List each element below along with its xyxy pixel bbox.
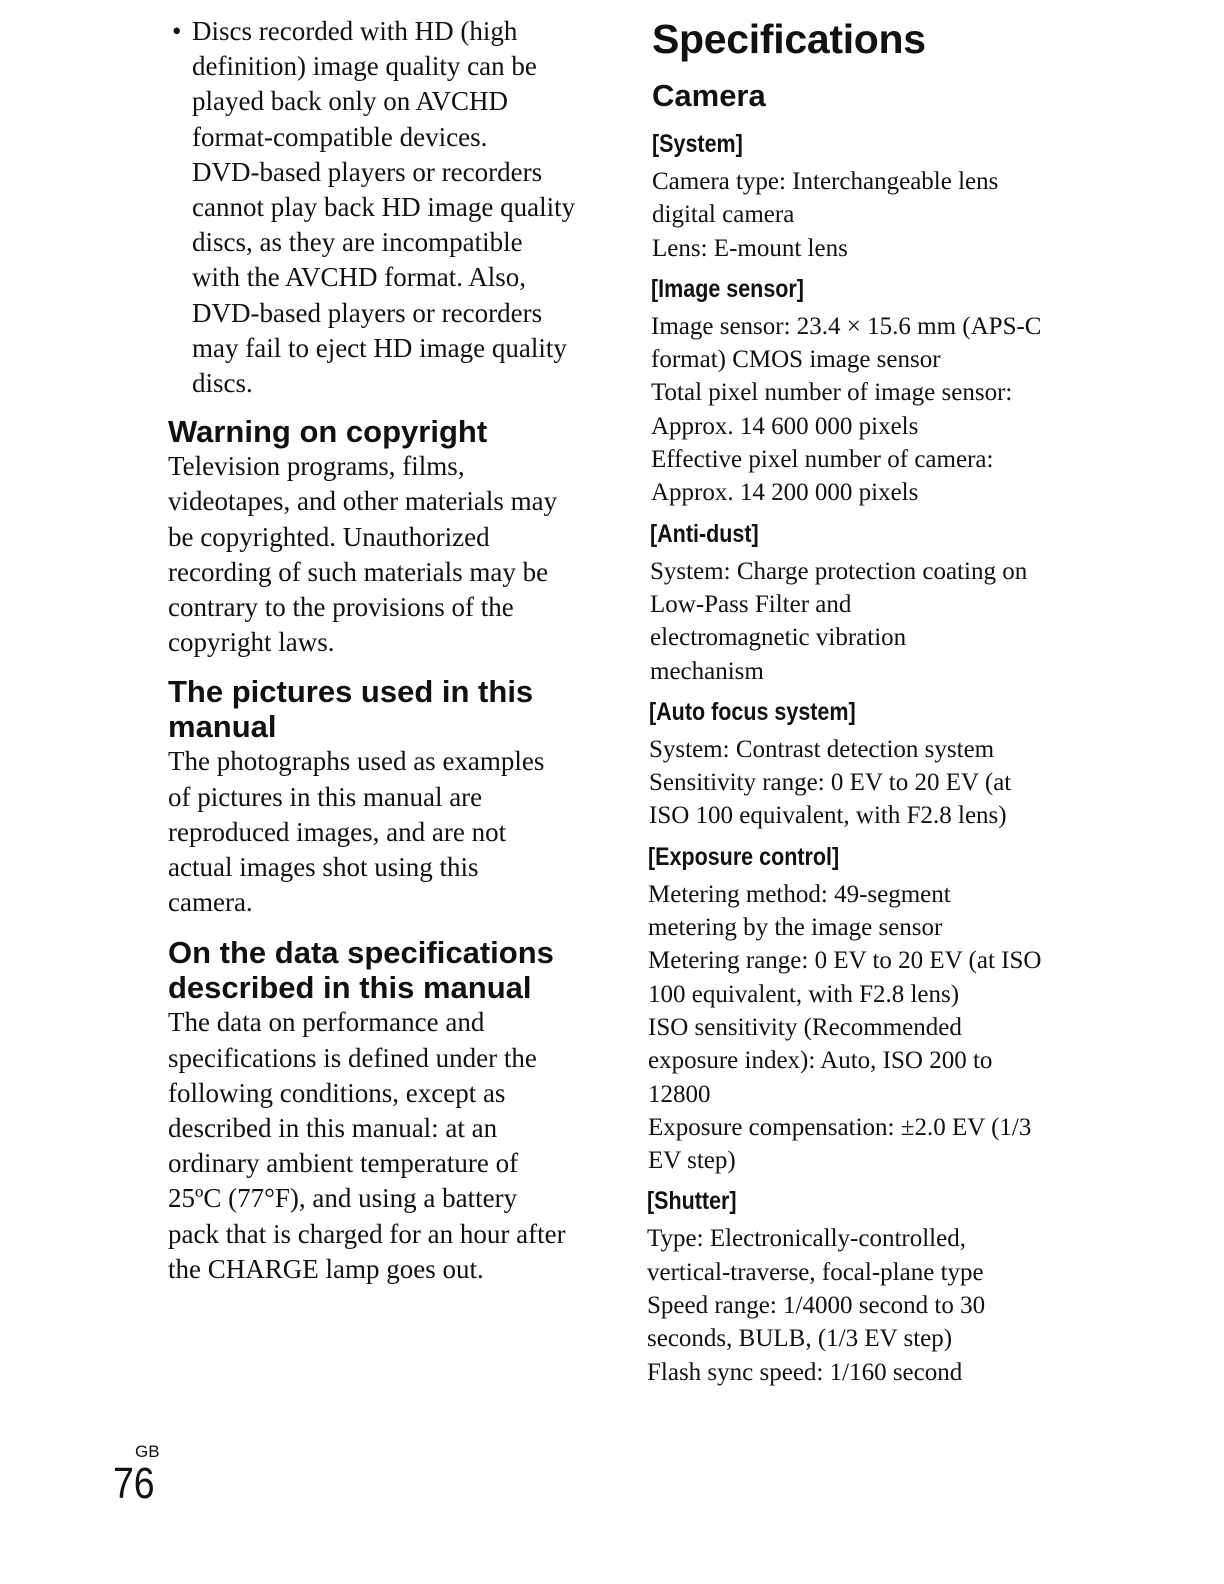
spec-item-continuation: Low-Pass Filter and	[650, 590, 852, 618]
bullet-icon: •	[172, 16, 182, 46]
spec-item	[649, 766, 1096, 833]
text-line: reproduced images, and are not	[168, 816, 507, 847]
text-line: ordinary ambient temperature of	[168, 1148, 519, 1179]
spec-item-label: Flash sync speed: 1/160 second	[647, 1358, 963, 1386]
hd-disc-note-text	[192, 14, 598, 401]
shutter-list	[647, 1222, 1096, 1388]
text-line: manual	[168, 709, 277, 745]
text-line: recording of such materials may be	[168, 556, 549, 587]
spec-item	[647, 1356, 1096, 1389]
text-line: format-compatible devices.	[192, 121, 488, 152]
spec-item	[648, 878, 1096, 945]
spec-item-label: Effective pixel number of camera:	[651, 446, 994, 474]
spec-item-continuation: mechanism	[650, 657, 764, 685]
text-line: played back only on AVCHD	[192, 86, 508, 117]
pictures-body	[168, 744, 598, 920]
page-footer	[113, 1442, 162, 1506]
system-heading: [System]	[652, 130, 743, 158]
text-line: be copyrighted. Unauthorized	[168, 521, 490, 552]
spec-item	[649, 733, 1096, 766]
text-line: of pictures in this manual are	[168, 781, 483, 812]
text-line: the CHARGE lamp goes out.	[168, 1253, 484, 1284]
right-column	[646, 14, 1096, 1389]
spec-item-label: Lens: E-mount lens	[652, 234, 848, 262]
data-spec-body	[168, 1005, 598, 1287]
camera-subtitle: Camera	[652, 78, 766, 113]
spec-item-continuation: metering by the image sensor	[648, 914, 943, 942]
text-line: described in this manual	[168, 970, 532, 1006]
pictures-heading	[168, 674, 598, 744]
text-line: copyright laws.	[168, 627, 335, 658]
spec-item-continuation: seconds, BULB, (1/3 EV step)	[647, 1325, 953, 1353]
spec-item	[648, 1011, 1096, 1111]
spec-item	[647, 1222, 1096, 1289]
text-line: discs, as they are incompatible	[192, 227, 523, 258]
text-line: The pictures used in this	[168, 674, 534, 710]
image-sensor-list	[651, 310, 1096, 510]
copyright-heading	[168, 414, 598, 449]
spec-item-continuation: electromagnetic vibration	[650, 624, 907, 652]
spec-item	[650, 555, 1096, 688]
spec-item-continuation: exposure index): Auto, ISO 200 to	[648, 1047, 993, 1075]
data-spec-heading	[168, 935, 598, 1005]
spec-item-label: ISO sensitivity (Recommended	[648, 1013, 962, 1041]
text-line: specifications is defined under the	[168, 1042, 537, 1073]
text-line: The data on performance and	[168, 1007, 485, 1038]
spec-item	[648, 1111, 1096, 1178]
region-label: GB	[135, 1442, 160, 1461]
spec-item-label: Metering range: 0 EV to 20 EV (at ISO	[648, 947, 1042, 975]
spec-item-label: Type: Electronically-controlled,	[647, 1225, 966, 1253]
text-line: described in this manual: at an	[168, 1113, 498, 1144]
spec-item	[651, 310, 1096, 377]
hd-disc-note	[168, 14, 598, 401]
system-list	[652, 165, 1096, 265]
anti-dust-list	[650, 555, 1096, 688]
text-line: DVD-based players or recorders	[192, 297, 543, 328]
spec-item-label: Sensitivity range: 0 EV to 20 EV (at	[649, 769, 1012, 797]
spec-item-continuation: Approx. 14 600 000 pixels	[651, 412, 919, 440]
auto-focus-list	[649, 733, 1096, 833]
text-line: with the AVCHD format. Also,	[192, 262, 527, 293]
copyright-body	[168, 449, 598, 660]
text-line: may fail to eject HD image quality	[192, 332, 567, 363]
text-line: The photographs used as examples	[168, 746, 545, 777]
spec-item-label: Exposure compensation: ±2.0 EV (1/3	[648, 1113, 1032, 1141]
spec-item-label: Metering method: 49-segment	[648, 880, 951, 908]
text-line: camera.	[168, 887, 253, 918]
text-line: following conditions, except as	[168, 1077, 506, 1108]
text-line: contrary to the provisions of the	[168, 592, 514, 623]
spec-item-continuation: format) CMOS image sensor	[651, 346, 941, 374]
spec-item	[648, 944, 1096, 1011]
spec-item-label: Total pixel number of image sensor:	[651, 379, 1013, 407]
text-line: actual images shot using this	[168, 852, 479, 883]
exposure-list	[648, 878, 1096, 1178]
spec-item	[651, 443, 1096, 510]
spec-item-continuation: digital camera	[652, 201, 795, 229]
spec-item-label: Image sensor: 23.4 × 15.6 mm (APS-C	[651, 312, 1042, 340]
spec-item-label: Speed range: 1/4000 second to 30	[647, 1292, 986, 1320]
spec-item	[652, 165, 1096, 232]
text-line: Warning on copyright	[168, 414, 488, 450]
text-line: pack that is charged for an hour after	[168, 1218, 566, 1249]
text-line: Television programs, films,	[168, 451, 465, 482]
anti-dust-heading: [Anti-dust]	[650, 519, 759, 548]
spec-item-continuation: 12800	[648, 1080, 711, 1108]
spec-item-label: System: Contrast detection system	[649, 735, 995, 763]
left-column	[168, 14, 598, 1287]
shutter-heading: [Shutter]	[647, 1187, 737, 1216]
text-line: 25ºC (77°F), and using a battery	[168, 1183, 518, 1214]
image-sensor-heading: [Image sensor]	[651, 274, 804, 303]
exposure-heading: [Exposure control]	[648, 842, 840, 871]
text-line: Discs recorded with HD (high	[192, 16, 518, 46]
spec-item-label: System: Charge protection coating on	[650, 557, 1028, 585]
text-line: discs.	[192, 368, 253, 399]
spec-item-continuation: vertical-traverse, focal-plane type	[647, 1258, 984, 1286]
text-line: videotapes, and other materials may	[168, 486, 558, 517]
text-line: DVD-based players or recorders	[192, 156, 543, 187]
text-line: definition) image quality can be	[192, 51, 537, 82]
spec-item-continuation: ISO 100 equivalent, with F2.8 lens)	[649, 802, 1007, 830]
spec-item-continuation: Approx. 14 200 000 pixels	[651, 479, 919, 507]
spec-item-continuation: EV step)	[648, 1147, 736, 1175]
spec-item-continuation: 100 equivalent, with F2.8 lens)	[648, 980, 960, 1008]
spec-item	[652, 232, 1096, 265]
page-title: Specifications	[652, 16, 926, 62]
auto-focus-heading: [Auto focus system]	[649, 697, 856, 726]
spec-item-label: Camera type: Interchangeable lens	[652, 168, 999, 195]
spec-item	[651, 376, 1096, 443]
text-line: On the data specifications	[168, 935, 554, 971]
spec-item	[647, 1289, 1096, 1356]
text-line: cannot play back HD image quality	[192, 192, 576, 223]
page-number: 76	[113, 1459, 155, 1508]
